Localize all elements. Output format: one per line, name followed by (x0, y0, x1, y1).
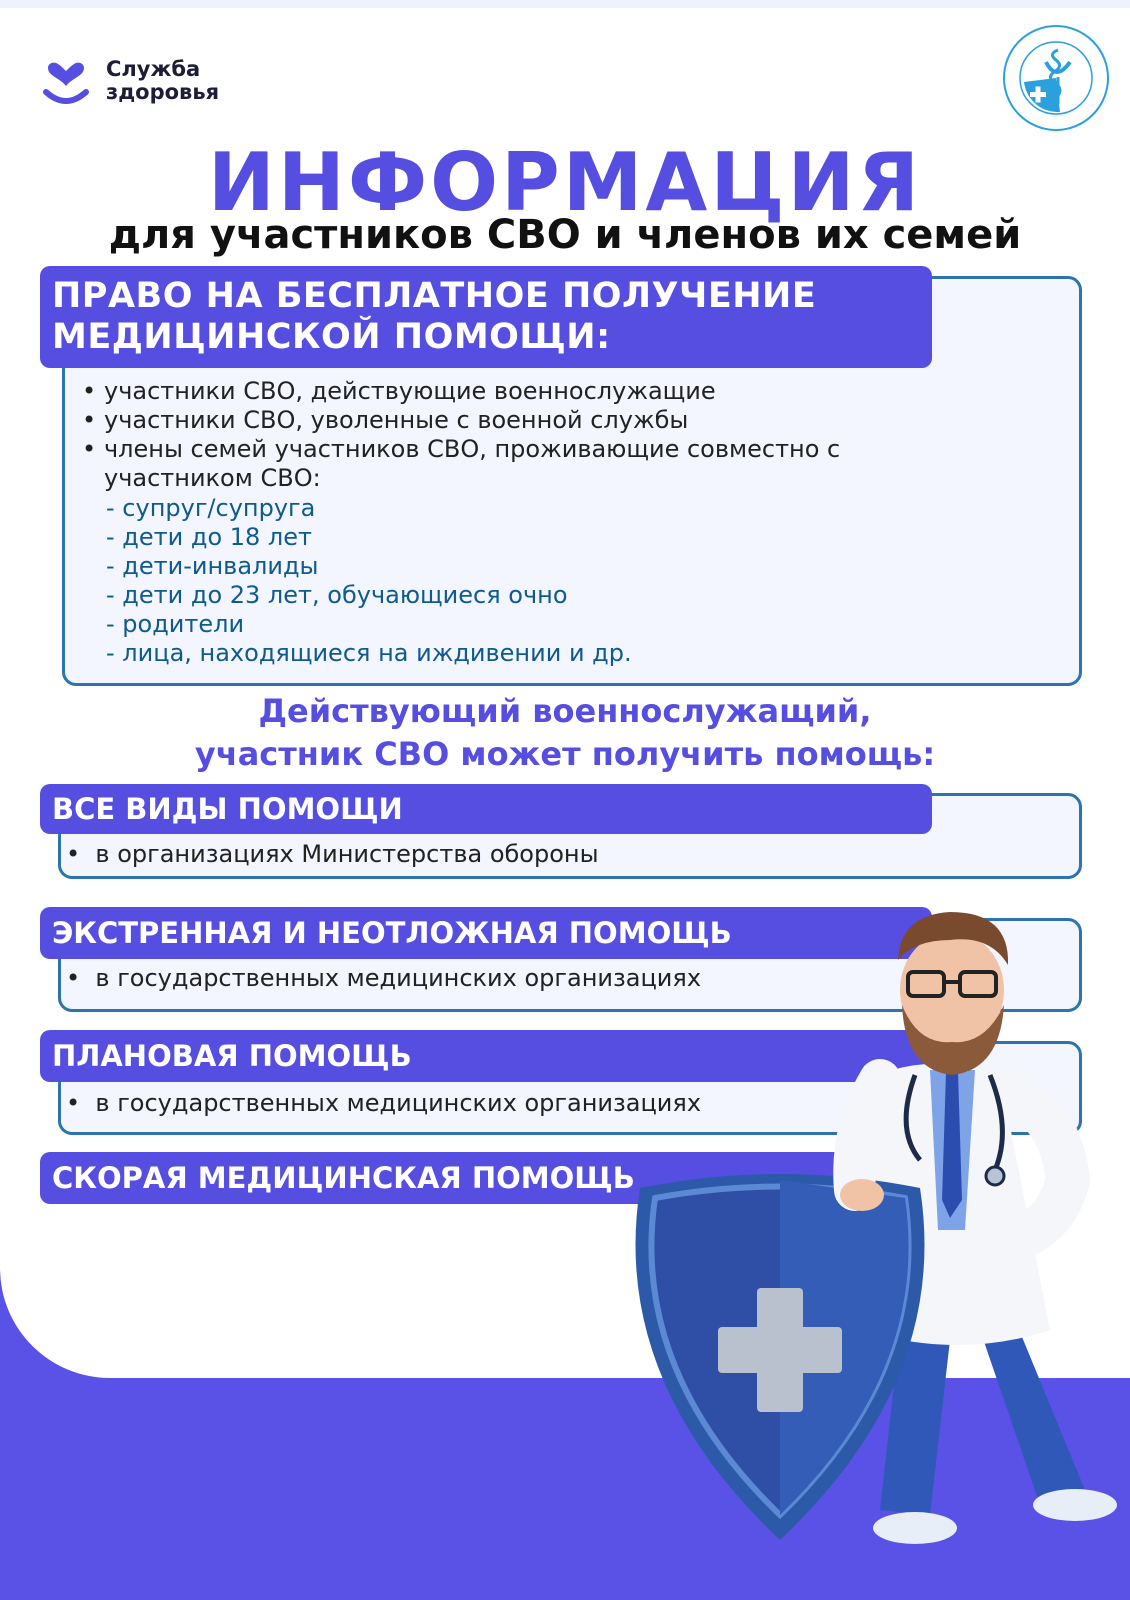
heart-smile-icon (40, 56, 92, 108)
list-item: • участники СВО, уволенные с военной службы (82, 406, 689, 434)
mid-heading-line1: Действующий военнослужащий, (258, 692, 872, 730)
help-detail-all-types: • в организациях Министерства обороны (66, 840, 599, 868)
list-item: • члены семей участников СВО, проживающие совместно с (82, 435, 841, 463)
brand-name-line1: Служба (106, 57, 201, 81)
help-tag-all-types: ВСЕ ВИДЫ ПОМОЩИ (40, 784, 932, 834)
list-item: - родители (106, 610, 245, 638)
list-item-continuation: участником СВО: (104, 464, 321, 492)
list-item: - дети-инвалиды (106, 552, 319, 580)
brand-name (106, 58, 219, 104)
mid-heading (0, 690, 1130, 776)
help-tag-ambulance: СКОРАЯ МЕДИЦИНСКАЯ ПОМОЩЬ (40, 1152, 932, 1204)
mid-heading-line2: участник СВО может получить помощь: (194, 735, 936, 773)
page-subtitle: для участников СВО и членов их семей (108, 212, 1022, 258)
bullet-icon: • (66, 964, 96, 992)
rights-heading-line2: МЕДИЦИНСКОЙ ПОМОЩИ: (52, 317, 611, 357)
list-item: - дети до 18 лет (106, 523, 313, 551)
rights-heading-line1: ПРАВО НА БЕСПЛАТНОЕ ПОЛУЧЕНИЕ (52, 276, 817, 316)
list-item: - дети до 23 лет, обучающиеся очно (106, 581, 568, 609)
page-title: ИНФОРМАЦИЯ (207, 136, 923, 229)
help-detail-emergency: • в государственных медицинских организациях (66, 964, 702, 992)
list-item: - лица, находящиеся на иждивении и др. (106, 639, 632, 667)
rights-bullet-list (82, 377, 841, 493)
ministry-seal (1000, 22, 1112, 134)
rights-heading-tag (40, 266, 932, 368)
bullet-icon: • (82, 377, 97, 405)
list-item: • участники СВО, действующие военнослужащие (82, 377, 716, 405)
help-tag-planned: ПЛАНОВАЯ ПОМОЩЬ (40, 1030, 932, 1082)
help-tag-emergency: ЭКСТРЕННАЯ И НЕОТЛОЖНАЯ ПОМОЩЬ (40, 907, 932, 959)
bullet-icon: • (66, 1089, 96, 1117)
help-detail-planned: • в государственных медицинских организациях (66, 1089, 702, 1117)
bullet-icon: • (82, 406, 97, 434)
sluzhba-zdorovya-logo (40, 52, 240, 112)
brand-name-line2: здоровья (106, 80, 220, 104)
list-item: - супруг/супруга (106, 494, 316, 522)
bullet-icon: • (82, 435, 97, 463)
family-members-list (106, 494, 632, 668)
bullet-icon: • (66, 840, 96, 868)
